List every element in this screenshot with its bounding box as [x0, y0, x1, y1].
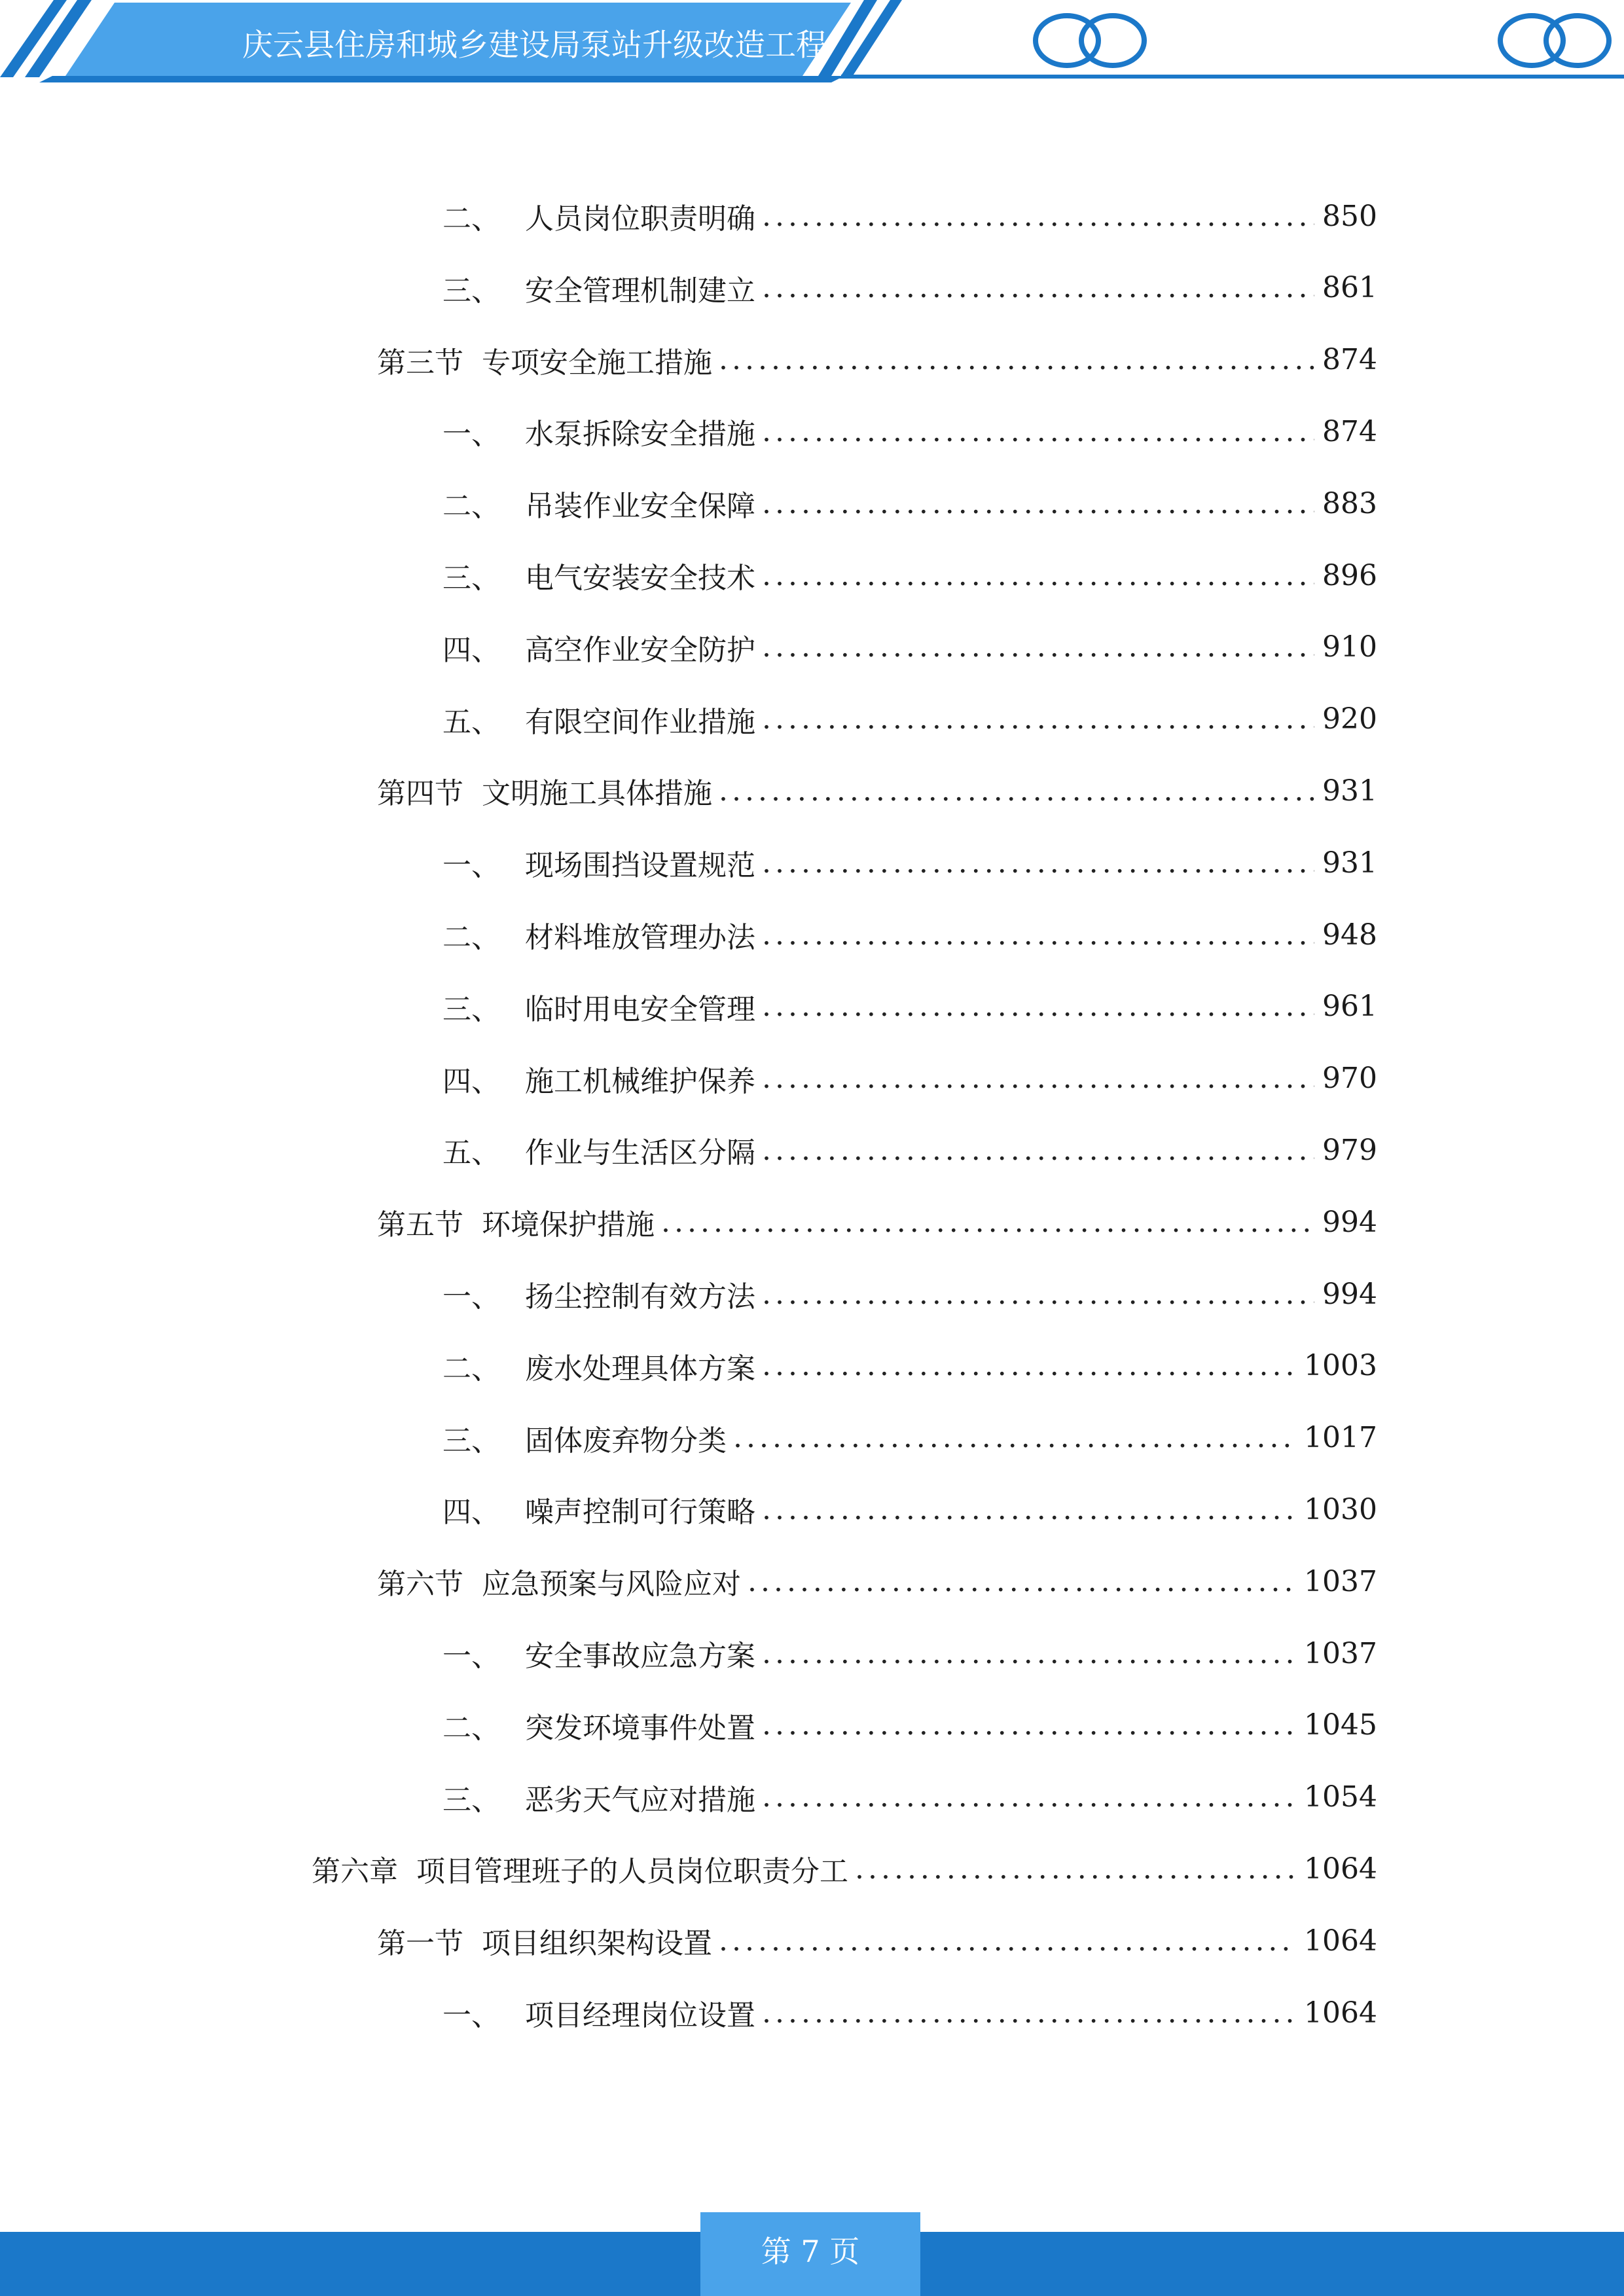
toc-entry-page: 874 [1322, 414, 1377, 448]
toc-entry[interactable] [442, 696, 1377, 742]
toc-entry-leader [762, 990, 1314, 1023]
toc-entry-leader [762, 1493, 1296, 1526]
toc-entry[interactable] [442, 1630, 1377, 1676]
toc-entry-number: 三、 [442, 274, 500, 308]
toc-entry-title: 环境保护措施 [482, 1208, 655, 1242]
toc-entry-title: 水泵拆除安全措施 [525, 418, 755, 452]
toc-entry-leader [762, 918, 1314, 952]
toc-entry-title: 突发环境事件处置 [525, 1711, 755, 1745]
toc-entry[interactable] [442, 265, 1377, 311]
toc-entry-number: 五、 [442, 705, 500, 739]
toc-entry-page: 1037 [1304, 1636, 1377, 1670]
toc-entry-leader [762, 559, 1314, 592]
toc-entry[interactable] [377, 1558, 1377, 1604]
toc-entry-title: 项目管理班子的人员岗位职责分工 [416, 1855, 848, 1889]
toc-entry-page: 1064 [1304, 1852, 1377, 1886]
toc-entry-label [442, 1345, 755, 1387]
toc-entry[interactable] [442, 1486, 1377, 1532]
rings-icon-left-b [1081, 16, 1144, 65]
toc-entry-number: 三、 [442, 992, 500, 1026]
toc-entry-title: 项目组织架构设置 [482, 1927, 712, 1961]
toc-entry-leader [762, 630, 1314, 664]
toc-entry-number: 四、 [442, 1496, 500, 1530]
toc-entry-label [377, 339, 712, 381]
toc-entry-number: 第三节 [377, 346, 463, 380]
toc-entry-page: 874 [1322, 343, 1377, 377]
toc-entry-number: 三、 [442, 1424, 500, 1458]
toc-entry-number: 四、 [442, 1064, 500, 1098]
toc-entry-title: 电气安装安全技术 [525, 562, 755, 595]
toc-entry[interactable] [442, 912, 1377, 958]
toc-entry-label [442, 698, 755, 740]
toc-entry-number: 四、 [442, 633, 500, 667]
toc-entry-label [377, 770, 712, 812]
toc-entry-title: 安全管理机制建立 [525, 274, 755, 308]
toc-entry-leader [762, 846, 1314, 880]
toc-entry-label [442, 1776, 755, 1818]
toc-entry-page: 931 [1322, 846, 1377, 880]
toc-entry-page: 883 [1322, 486, 1377, 520]
toc-entry-leader [719, 774, 1314, 808]
toc-entry-page: 861 [1322, 271, 1377, 305]
toc-entry-page: 994 [1322, 1277, 1377, 1311]
header-title: 庆云县住房和城乡建设局泵站升级改造工程 [242, 27, 827, 63]
rings-icon-right-b [1546, 16, 1609, 65]
toc-entry-page: 1064 [1304, 1924, 1377, 1958]
toc-entry-label [377, 1560, 741, 1602]
toc-entry-label [442, 626, 755, 668]
toc-entry-leader [719, 1924, 1296, 1958]
toc-entry-title: 施工机械维护保养 [525, 1064, 755, 1098]
toc-entry-page: 979 [1322, 1133, 1377, 1167]
toc-entry-title: 固体废弃物分类 [525, 1424, 727, 1458]
toc-entry-title: 应急预案与风险应对 [482, 1568, 741, 1602]
toc-entry-title: 现场围挡设置规范 [525, 849, 755, 883]
toc-entry-number: 第一节 [377, 1927, 463, 1961]
header-banner-edge [39, 76, 844, 82]
toc-entry-page: 850 [1322, 199, 1377, 233]
toc-entry-page: 948 [1322, 918, 1377, 952]
toc-entry[interactable] [442, 1702, 1377, 1748]
toc-entry-number: 二、 [442, 921, 500, 954]
toc-entry-page: 896 [1322, 558, 1377, 592]
toc-entry-title: 安全事故应急方案 [525, 1640, 755, 1673]
toc-entry-title: 人员岗位职责明确 [525, 202, 755, 236]
toc-entry-leader [762, 487, 1314, 520]
toc-entry-leader [748, 1565, 1296, 1598]
toc-entry-page: 1054 [1304, 1780, 1377, 1814]
toc-entry-leader [762, 1708, 1296, 1742]
toc-entry-page: 1017 [1304, 1421, 1377, 1455]
toc-entry-page: 1037 [1304, 1564, 1377, 1598]
toc-entry-page: 1045 [1304, 1708, 1377, 1742]
toc-entry-title: 扬尘控制有效方法 [525, 1280, 755, 1314]
toc-entry-label [442, 986, 755, 1028]
toc-entry-label [442, 1704, 755, 1746]
toc-entry-title: 废水处理具体方案 [525, 1352, 755, 1386]
toc-entry-number: 第四节 [377, 777, 463, 811]
toc-entry-page: 994 [1322, 1205, 1377, 1239]
toc-entry-label [442, 1273, 755, 1315]
toc-entry-label [442, 914, 755, 956]
toc-entry-title: 吊装作业安全保障 [525, 490, 755, 524]
toc-entry-leader [733, 1421, 1296, 1454]
toc-entry-title: 专项安全施工措施 [482, 346, 712, 380]
toc-entry-number: 三、 [442, 562, 500, 595]
toc-entry-page: 970 [1322, 1062, 1377, 1096]
toc-entry-label [442, 410, 755, 452]
toc-entry-number: 一、 [442, 849, 500, 883]
toc-entry-label [442, 195, 755, 237]
toc-entry-leader [762, 1637, 1296, 1670]
toc-entry-title: 作业与生活区分隔 [525, 1136, 755, 1170]
toc-entry-number: 二、 [442, 1352, 500, 1386]
page-number: 第 7 页 [761, 2234, 860, 2269]
toc-entry-leader [762, 271, 1314, 304]
toc-entry[interactable] [377, 1918, 1377, 1964]
toc-entry-page: 931 [1322, 774, 1377, 808]
toc-entry-page: 1030 [1304, 1492, 1377, 1526]
toc-entry-label [442, 1488, 755, 1530]
toc-entry-page: 920 [1322, 702, 1377, 736]
toc-entry-leader [762, 1780, 1296, 1814]
toc-entry-leader [762, 1278, 1314, 1311]
toc-entry-title: 高空作业安全防护 [525, 633, 755, 667]
toc-entry-title: 项目经理岗位设置 [525, 1999, 755, 2032]
toc-entry-page: 961 [1322, 990, 1377, 1024]
toc-entry-title: 有限空间作业措施 [525, 705, 755, 739]
toc-entry-label [377, 1201, 655, 1243]
toc-entry[interactable] [442, 1415, 1377, 1461]
toc-entry-page: 910 [1322, 630, 1377, 664]
toc-entry[interactable] [442, 1774, 1377, 1820]
toc-entry[interactable] [442, 408, 1377, 454]
toc-entry-leader [762, 1349, 1296, 1382]
toc-entry-label [442, 1417, 727, 1459]
toc-entry-title: 噪声控制可行策略 [525, 1496, 755, 1530]
toc-entry[interactable] [442, 840, 1377, 886]
toc-entry-leader [762, 702, 1314, 736]
toc-entry-number: 五、 [442, 1136, 500, 1170]
toc-entry[interactable] [442, 552, 1377, 598]
toc-entry-page: 1003 [1304, 1349, 1377, 1383]
toc-entry[interactable] [442, 1056, 1377, 1102]
toc-entry-leader [719, 343, 1314, 376]
toc-entry-number: 第五节 [377, 1208, 463, 1242]
toc-entry[interactable] [377, 1199, 1377, 1245]
toc-entry[interactable] [442, 984, 1377, 1030]
toc-entry-leader [855, 1852, 1296, 1886]
toc-entry-label [377, 1920, 712, 1962]
toc-entry[interactable] [442, 1127, 1377, 1173]
toc-entry-leader [762, 200, 1314, 233]
toc-entry-label [312, 1848, 848, 1890]
toc-entry-leader [661, 1206, 1314, 1239]
toc-entry-label [442, 1632, 755, 1674]
toc-entry-number: 第六节 [377, 1568, 463, 1602]
toc-entry[interactable] [442, 193, 1377, 239]
toc-entry[interactable] [377, 768, 1377, 814]
toc-entry-number: 二、 [442, 490, 500, 524]
toc-entry-label [442, 1058, 755, 1100]
toc-entry[interactable] [377, 337, 1377, 383]
toc-entry-page: 1064 [1304, 1996, 1377, 2030]
toc-entry[interactable] [442, 1990, 1377, 2036]
toc-entry-leader [762, 1996, 1296, 2030]
toc-entry-label [442, 1129, 755, 1171]
toc-entry-number: 二、 [442, 202, 500, 236]
toc-entry-number: 第六章 [312, 1855, 398, 1889]
toc-entry[interactable] [442, 624, 1377, 670]
toc-entry-leader [762, 1062, 1314, 1095]
toc-entry-label [442, 1992, 755, 2034]
header-rule [841, 75, 1624, 79]
toc-entry[interactable] [312, 1846, 1377, 1892]
toc-entry-number: 二、 [442, 1711, 500, 1745]
toc-entry-title: 文明施工具体措施 [482, 777, 712, 811]
toc-entry[interactable] [442, 480, 1377, 526]
toc-entry[interactable] [442, 1343, 1377, 1389]
toc-entry-title: 材料堆放管理办法 [525, 921, 755, 954]
toc-entry-label [442, 482, 755, 524]
toc-entry-title: 临时用电安全管理 [525, 992, 755, 1026]
toc-entry-label [442, 267, 755, 309]
toc-entry[interactable] [442, 1271, 1377, 1317]
toc-entry-number: 一、 [442, 1999, 500, 2032]
toc-entry-leader [762, 415, 1314, 448]
toc-entry-leader [762, 1134, 1314, 1167]
toc-entry-label [442, 554, 755, 596]
toc-entry-number: 一、 [442, 1280, 500, 1314]
toc-entry-number: 一、 [442, 1640, 500, 1673]
toc-entry-number: 三、 [442, 1783, 500, 1817]
toc-entry-title: 恶劣天气应对措施 [525, 1783, 755, 1817]
toc-entry-label [442, 842, 755, 884]
toc-entry-number: 一、 [442, 418, 500, 452]
